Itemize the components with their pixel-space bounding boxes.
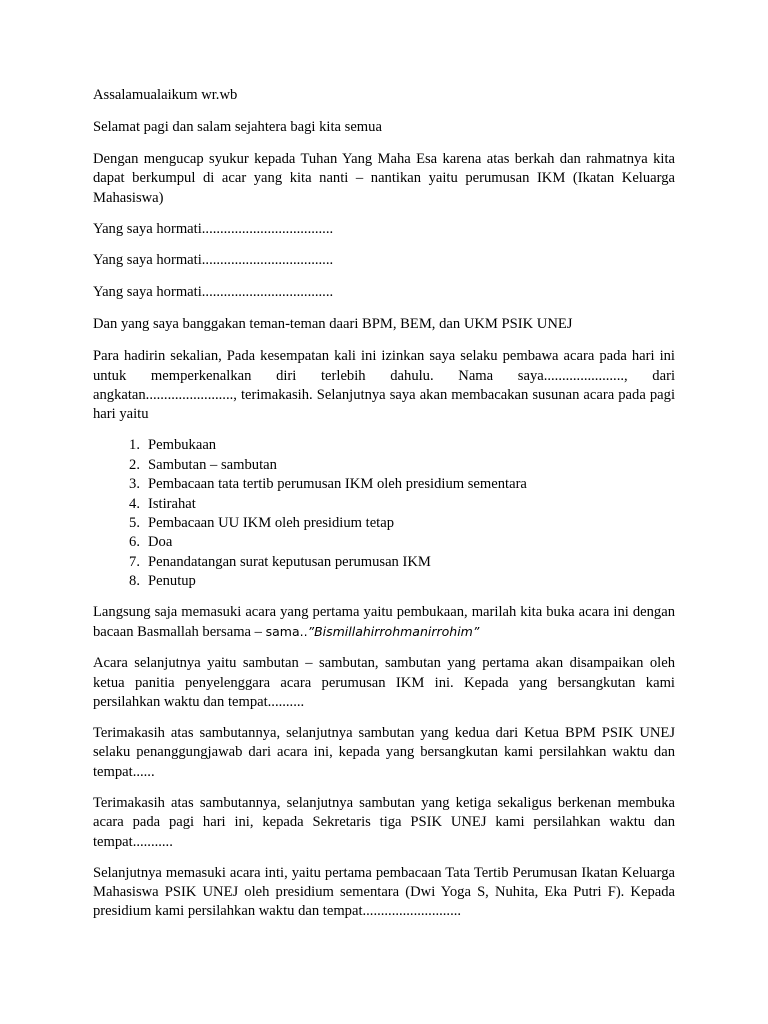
opening-act-text: Langsung saja memasuki acara yang pertama yaitu pembukaan, marilah kita buka acara ini dengan bacaan Basmallah bersama – xyxy=(93,604,675,641)
list-text: Sambutan – sambutan xyxy=(148,456,277,473)
list-text: Pembukaan xyxy=(148,437,217,454)
list-text: Istirahat xyxy=(148,495,196,512)
proud-line: Dan yang saya banggakan teman-teman daari BPM, BEM, dan UKM PSIK UNEJ xyxy=(93,316,573,333)
list-item xyxy=(93,436,675,455)
opening-paragraph: Dengan mengucap syukur kepada Tuhan Yang Maha Esa karena atas berkah dan rahmatnya kita dapat berkumpul di acar yang kita nanti – nantikan yaitu perumusan IKM (Ikatan Keluarga Mahasiswa) xyxy=(93,150,675,206)
speech-1-paragraph: Acara selanjutnya yaitu sambutan – sambutan, sambutan yang pertama akan disampaikan oleh ketua panitia penyelenggara acara perumusan IKM ini. Kepada yang bersangkutan kami persilahkan waktu dan tempat.......... xyxy=(93,655,675,711)
list-item xyxy=(93,456,675,475)
list-text: Pembacaan tata tertib perumusan IKM oleh presidium sementara xyxy=(148,476,527,493)
list-number: 3. xyxy=(129,476,140,493)
list-number: 4. xyxy=(129,495,140,512)
list-item xyxy=(93,572,675,591)
speech-3-paragraph: Terimakasih atas sambutannya, selanjutnya sambutan yang ketiga sekaligus berkenan membuka acara pada pagi hari ini, kepada Sekretaris tiga PSIK UNEJ kami persilahkan waktu dan tempat........... xyxy=(93,794,675,850)
list-number: 2. xyxy=(129,456,140,473)
list-number: 8. xyxy=(129,573,140,590)
list-number: 1. xyxy=(129,437,140,454)
opening-act-sama: sama.. xyxy=(265,624,308,640)
list-number: 7. xyxy=(129,553,140,570)
list-number: 6. xyxy=(129,534,140,551)
greeting: Assalamualaikum wr.wb xyxy=(93,87,238,103)
basmalah-text: ”Bismillahirrohmanirrohim” xyxy=(307,624,480,640)
agenda-list xyxy=(93,436,675,591)
list-item xyxy=(93,475,675,494)
list-text: Penutup xyxy=(148,573,196,590)
document-page xyxy=(93,86,675,933)
list-number: 5. xyxy=(129,514,140,531)
list-item xyxy=(93,514,675,533)
list-item xyxy=(93,533,675,552)
opening-act-paragraph xyxy=(93,603,675,643)
intro-paragraph: Para hadirin sekalian, Pada kesempatan kali ini izinkan saya selaku pembawa acara pada hari ini untuk memperkenalkan diri terlebih dahulu. Nama saya......................, dari angkatan........................, terimakasih. Selanjutnya saya akan membacakan susunan acara pada pagi hari yaitu xyxy=(93,348,675,423)
list-item xyxy=(93,495,675,514)
honored-line-3: Yang saya hormati.................................... xyxy=(93,284,334,301)
list-text: Penandatangan surat keputusan perumusan IKM xyxy=(148,553,431,570)
speech-2-paragraph: Terimakasih atas sambutannya, selanjutnya sambutan yang kedua dari Ketua BPM PSIK UNEJ selaku penanggungjawab dari acara ini, kepada yang bersangkutan kami persilahkan waktu dan tempat...... xyxy=(93,725,675,780)
honored-line-2: Yang saya hormati.................................... xyxy=(93,252,334,269)
list-item xyxy=(93,553,675,572)
salutation: Selamat pagi dan salam sejahtera bagi kita semua xyxy=(93,118,382,135)
core-event-paragraph: Selanjutnya memasuki acara inti, yaitu pertama pembacaan Tata Tertib Perumusan Ikatan Keluarga Mahasiswa PSIK UNEJ oleh presidium sementara (Dwi Yoga S, Nuhita, Eka Putri F). Kepada presidium kami persilahkan waktu dan tempat........................... xyxy=(93,864,675,920)
list-text: Doa xyxy=(148,534,173,551)
honored-line-1: Yang saya hormati.................................... xyxy=(93,220,334,237)
list-text: Pembacaan UU IKM oleh presidium tetap xyxy=(148,514,394,531)
